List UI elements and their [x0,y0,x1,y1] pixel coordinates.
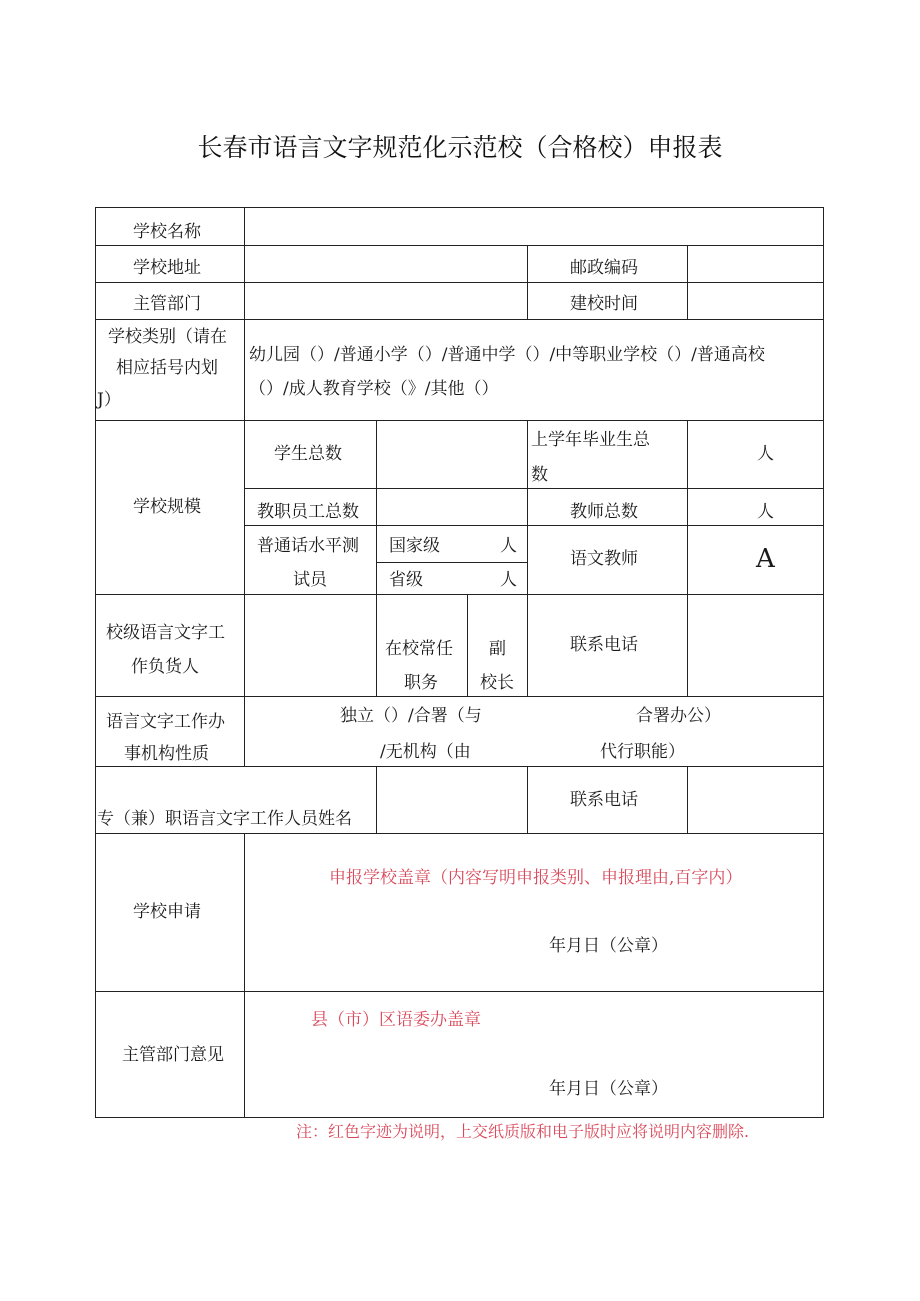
col-border [527,766,528,834]
teachers-total-label: 教师总数 [570,502,638,522]
students-total-label: 学生总数 [274,444,342,464]
provincial-level-label: 省级 [389,570,423,590]
col-border [376,766,377,834]
chinese-teacher-label: 语文教师 [570,549,638,569]
school-type-options-line1: 幼儿园（）/普通小学（）/普通中学（）/中等职业学校（）/普通高校 [249,345,765,365]
row-border [95,696,824,697]
staff-contact-phone-label: 联系电话 [570,790,638,810]
office-options-a: 独立（）/合署（与 [340,706,482,726]
grads-label-line1: 上学年毕业生总 [531,430,650,450]
office-options-d: 代行职能） [600,742,685,762]
school-type-label-line3: J） [97,390,121,410]
school-apply-label: 学校申请 [133,902,201,922]
row-border [95,245,824,246]
col-border [244,207,245,767]
leader-label-line2: 作负货人 [131,657,199,677]
col-border [687,594,688,697]
col-border [687,766,688,834]
postal-code-label: 邮政编码 [570,258,638,278]
position-label-line1: 在校常任 [385,639,453,659]
page-title: 长春市语言文字规范化示范校（合格校）申报表 [197,133,723,162]
col-border [527,420,528,697]
supervisor-opinion-date-seal: 年月日（公章） [549,1079,668,1099]
leader-label-line1: 校级语言文字工 [106,623,225,643]
chinese-teacher-value: A [756,544,775,574]
staff-total-label: 教职员工总数 [257,502,359,522]
grads-unit: 人 [757,444,774,464]
office-options-b: 合署办公） [636,706,721,726]
staff-name-label: 专（兼）职语言文字工作人员姓名 [97,809,352,829]
row-border [95,420,824,421]
supervisor-opinion-hint: 县（市）区语委办盖章 [311,1010,481,1030]
col-border [376,594,377,697]
footer-note: 注：红色字迹为说明，上交纸质版和电子版时应将说明内容删除. [296,1122,750,1141]
col-border [95,207,96,1118]
national-level-unit: 人 [500,536,517,556]
col-border [527,245,528,320]
col-border [244,833,245,1118]
position-label-line2: 职务 [404,673,438,693]
school-type-label-line1: 学校类别（请在 [108,327,227,347]
row-border [95,207,824,208]
col-border [376,420,377,595]
national-level-label: 国家级 [389,536,440,556]
row-border [95,991,824,992]
grads-label-line2: 数 [531,465,548,485]
supervisor-label: 主管部门 [133,294,201,314]
mandarin-label-line1: 普通话水平测 [257,536,359,556]
founded-label: 建校时间 [570,294,638,314]
school-apply-hint: 申报学校盖章（内容写明申报类别、申报理由,百字内） [329,868,743,888]
school-type-options-line2: （）/成人教育学校（》/其他（） [249,379,499,399]
provincial-level-unit: 人 [500,570,517,590]
leader-contact-phone-label: 联系电话 [570,635,638,655]
col-border [687,245,688,320]
supervisor-opinion-label: 主管部门意见 [122,1045,224,1065]
row-border [95,282,824,283]
school-type-label-line2: 相应括号内划 [116,358,218,378]
vice-principal-line2: 校长 [480,673,514,693]
vice-principal-line1: 副 [489,639,506,659]
school-name-label: 学校名称 [133,222,201,242]
col-border [823,207,824,1118]
row-border [95,594,824,595]
scale-label: 学校规模 [133,497,201,517]
col-border [687,420,688,595]
col-border [467,594,468,697]
row-border [95,1117,824,1118]
office-label-line1: 语言文字工作办 [106,712,225,732]
school-apply-date-seal: 年月日（公章） [549,936,668,956]
office-options-c: /无机构（由 [380,742,471,762]
school-address-label: 学校地址 [133,258,201,278]
office-label-line2: 事机构性质 [124,744,209,764]
teachers-total-unit: 人 [757,502,774,522]
mandarin-label-line2: 试员 [293,570,327,590]
